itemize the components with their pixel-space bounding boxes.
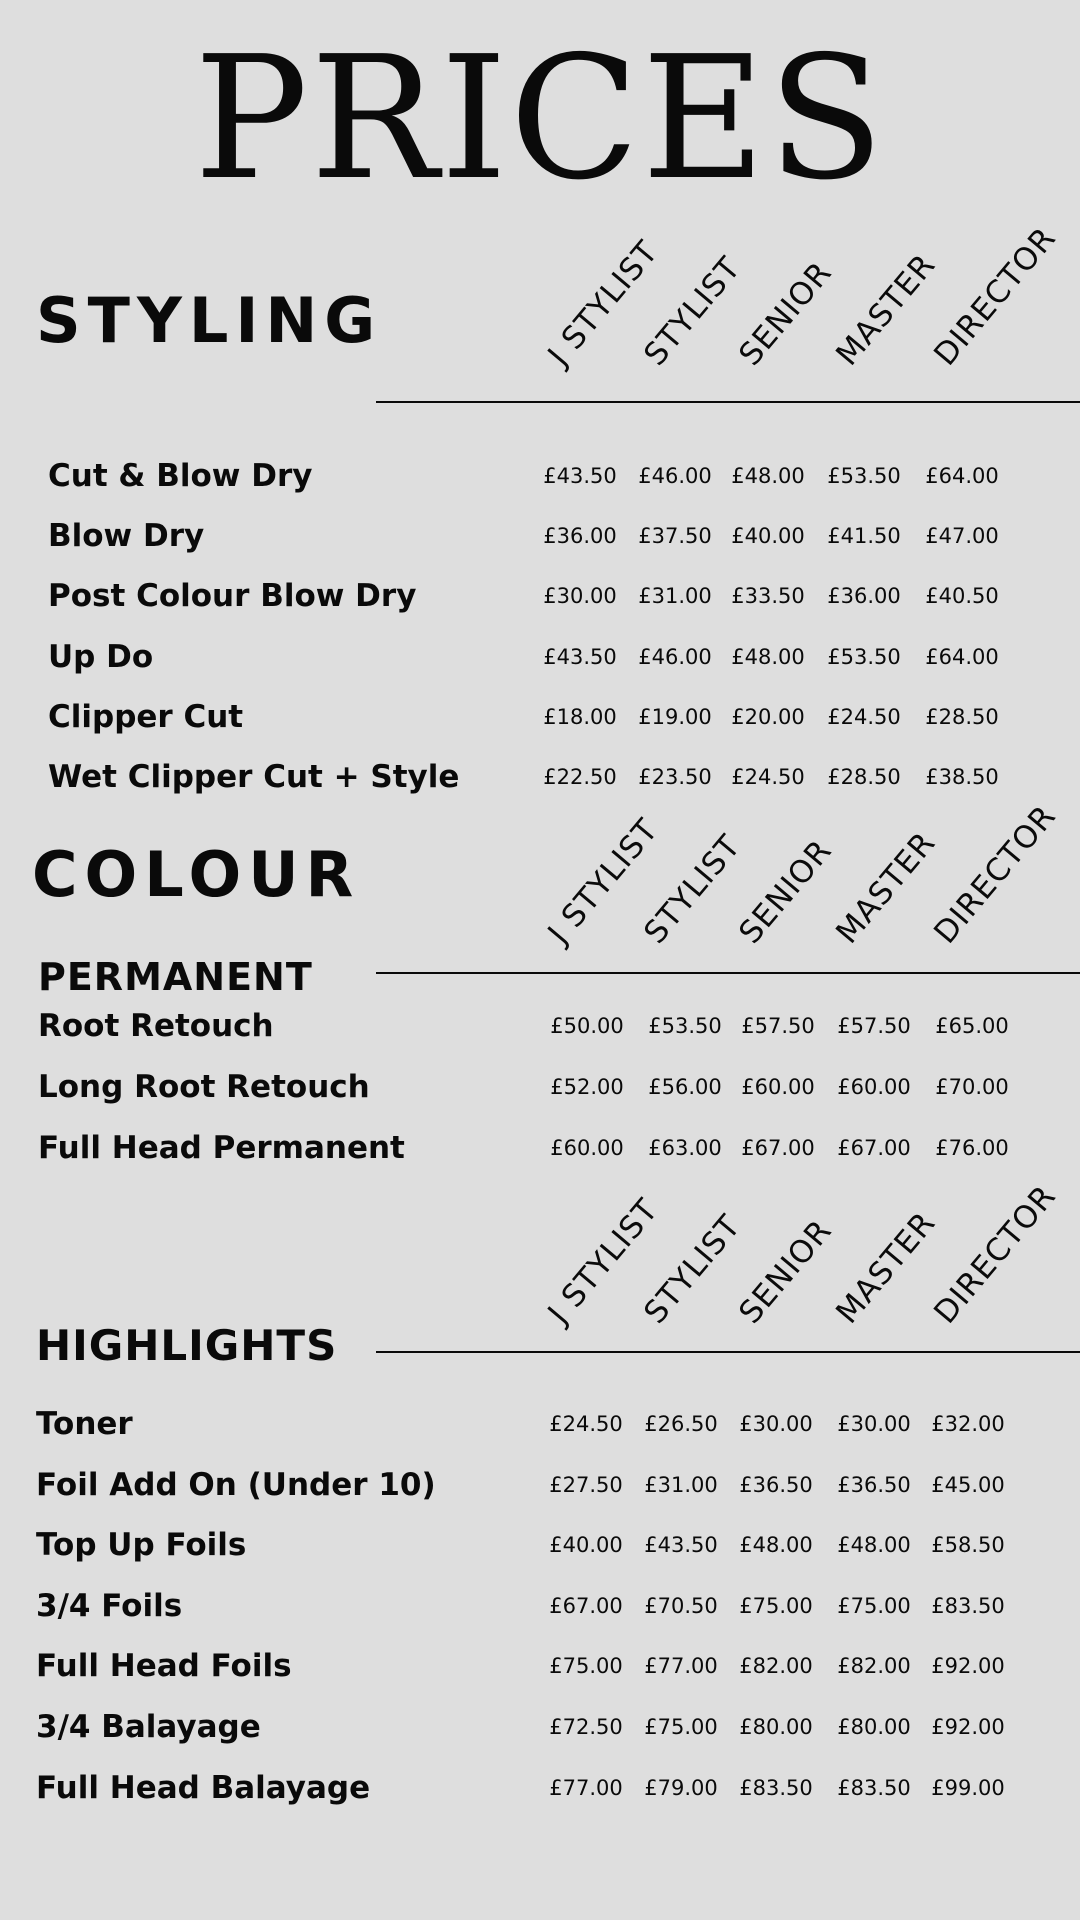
permanent-heading: PERMANENT — [38, 955, 313, 999]
price-j-stylist: £30.00 — [543, 584, 617, 609]
styling-column-header-senior: SENIOR — [732, 254, 840, 373]
price-master: £36.00 — [827, 584, 901, 609]
price-master: £30.00 — [837, 1412, 911, 1436]
price-director: £47.00 — [925, 524, 999, 549]
highlights-column-header-master: MASTER — [829, 1205, 943, 1331]
price-director: £76.00 — [935, 1136, 1009, 1160]
service-name: Full Head Foils — [36, 1648, 292, 1685]
price-senior: £80.00 — [739, 1715, 813, 1739]
price-director: £58.50 — [931, 1533, 1005, 1558]
service-name: Long Root Retouch — [38, 1069, 370, 1105]
service-name: Up Do — [48, 638, 154, 675]
price-senior: £48.00 — [731, 464, 805, 488]
highlights-column-header-j-stylist: J STYLIST — [541, 1192, 666, 1331]
price-j-stylist: £75.00 — [549, 1654, 623, 1679]
price-senior: £60.00 — [741, 1075, 815, 1099]
price-director: £65.00 — [935, 1014, 1009, 1038]
price-master: £83.50 — [837, 1775, 911, 1800]
highlights-column-header-director: DIRECTOR — [927, 1178, 1064, 1331]
price-director: £70.00 — [935, 1075, 1009, 1099]
page-title: PRICES — [193, 20, 887, 218]
price-director: £40.50 — [925, 584, 999, 609]
price-master: £67.00 — [837, 1136, 911, 1160]
price-director: £64.00 — [925, 464, 999, 488]
service-name: Wet Clipper Cut + Style — [48, 759, 460, 795]
price-stylist: £53.50 — [648, 1014, 722, 1038]
price-stylist: £77.00 — [644, 1654, 718, 1679]
price-director: £92.00 — [931, 1654, 1005, 1679]
price-director: £28.50 — [925, 704, 999, 729]
styling-column-header-director: DIRECTOR — [927, 220, 1064, 373]
price-j-stylist: £52.00 — [550, 1075, 624, 1099]
price-stylist: £63.00 — [648, 1136, 722, 1160]
price-master: £48.00 — [837, 1533, 911, 1558]
colour-column-header-senior: SENIOR — [732, 832, 840, 951]
service-name: Toner — [36, 1406, 133, 1442]
price-j-stylist: £67.00 — [549, 1593, 623, 1618]
price-stylist: £19.00 — [638, 704, 712, 729]
price-j-stylist: £43.50 — [543, 644, 617, 669]
price-senior: £67.00 — [741, 1136, 815, 1160]
colour-column-header-director: DIRECTOR — [927, 798, 1064, 951]
price-stylist: £26.50 — [644, 1412, 718, 1436]
price-master: £53.50 — [827, 644, 901, 669]
highlights-divider — [376, 1351, 1080, 1353]
colour-column-header-stylist: STYLIST — [637, 828, 749, 951]
styling-divider — [376, 401, 1080, 403]
price-j-stylist: £60.00 — [550, 1136, 624, 1160]
price-j-stylist: £40.00 — [549, 1533, 623, 1558]
price-j-stylist: £50.00 — [550, 1014, 624, 1038]
price-director: £92.00 — [931, 1715, 1005, 1739]
price-stylist: £75.00 — [644, 1715, 718, 1739]
service-name: Cut & Blow Dry — [48, 458, 313, 494]
price-director: £45.00 — [931, 1472, 1005, 1497]
price-stylist: £46.00 — [638, 464, 712, 488]
colour-heading: COLOUR — [32, 838, 361, 911]
price-senior: £48.00 — [739, 1533, 813, 1558]
price-master: £28.50 — [827, 765, 901, 789]
price-director: £83.50 — [931, 1593, 1005, 1618]
price-senior: £30.00 — [739, 1412, 813, 1436]
highlights-heading: HIGHLIGHTS — [36, 1321, 338, 1370]
price-master: £60.00 — [837, 1075, 911, 1099]
price-stylist: £31.00 — [644, 1472, 718, 1497]
price-stylist: £56.00 — [648, 1075, 722, 1099]
service-name: Full Head Permanent — [38, 1130, 405, 1166]
colour-column-header-j-stylist: J STYLIST — [541, 812, 666, 951]
styling-heading: STYLING — [36, 284, 383, 357]
price-j-stylist: £27.50 — [549, 1472, 623, 1497]
price-master: £41.50 — [827, 524, 901, 549]
price-senior: £24.50 — [731, 765, 805, 789]
colour-column-header-master: MASTER — [829, 825, 943, 951]
styling-column-header-master: MASTER — [829, 247, 943, 373]
price-master: £53.50 — [827, 464, 901, 488]
price-master: £82.00 — [837, 1654, 911, 1679]
price-stylist: £43.50 — [644, 1533, 718, 1558]
service-name: Full Head Balayage — [36, 1769, 371, 1806]
price-senior: £75.00 — [739, 1593, 813, 1618]
service-name: Root Retouch — [38, 1008, 274, 1044]
price-master: £80.00 — [837, 1715, 911, 1739]
price-stylist: £23.50 — [638, 765, 712, 789]
price-stylist: £31.00 — [638, 584, 712, 609]
price-stylist: £46.00 — [638, 644, 712, 669]
price-senior: £57.50 — [741, 1014, 815, 1038]
price-master: £24.50 — [827, 704, 901, 729]
price-j-stylist: £22.50 — [543, 765, 617, 789]
service-name: 3/4 Balayage — [36, 1709, 261, 1745]
price-j-stylist: £72.50 — [549, 1715, 623, 1739]
highlights-column-header-stylist: STYLIST — [637, 1208, 749, 1331]
price-j-stylist: £36.00 — [543, 524, 617, 549]
service-name: Post Colour Blow Dry — [48, 578, 417, 615]
price-senior: £33.50 — [731, 584, 805, 609]
price-senior: £82.00 — [739, 1654, 813, 1679]
price-master: £57.50 — [837, 1014, 911, 1038]
price-senior: £20.00 — [731, 704, 805, 729]
colour-divider — [376, 972, 1080, 974]
price-stylist: £70.50 — [644, 1593, 718, 1618]
price-senior: £83.50 — [739, 1775, 813, 1800]
highlights-column-header-senior: SENIOR — [732, 1212, 840, 1331]
price-director: £64.00 — [925, 644, 999, 669]
service-name: Blow Dry — [48, 518, 205, 555]
service-name: Top Up Foils — [36, 1527, 247, 1564]
price-stylist: £37.50 — [638, 524, 712, 549]
price-senior: £48.00 — [731, 644, 805, 669]
price-senior: £40.00 — [731, 524, 805, 549]
price-director: £32.00 — [931, 1412, 1005, 1436]
price-master: £75.00 — [837, 1593, 911, 1618]
service-name: Clipper Cut — [48, 698, 244, 735]
styling-column-header-j-stylist: J STYLIST — [541, 234, 666, 373]
price-senior: £36.50 — [739, 1472, 813, 1497]
price-master: £36.50 — [837, 1472, 911, 1497]
price-j-stylist: £18.00 — [543, 704, 617, 729]
styling-column-header-stylist: STYLIST — [637, 250, 749, 373]
price-director: £38.50 — [925, 765, 999, 789]
service-name: Foil Add On (Under 10) — [36, 1466, 436, 1503]
price-stylist: £79.00 — [644, 1775, 718, 1800]
price-j-stylist: £77.00 — [549, 1775, 623, 1800]
price-j-stylist: £24.50 — [549, 1412, 623, 1436]
price-j-stylist: £43.50 — [543, 464, 617, 488]
price-director: £99.00 — [931, 1775, 1005, 1800]
service-name: 3/4 Foils — [36, 1587, 183, 1624]
